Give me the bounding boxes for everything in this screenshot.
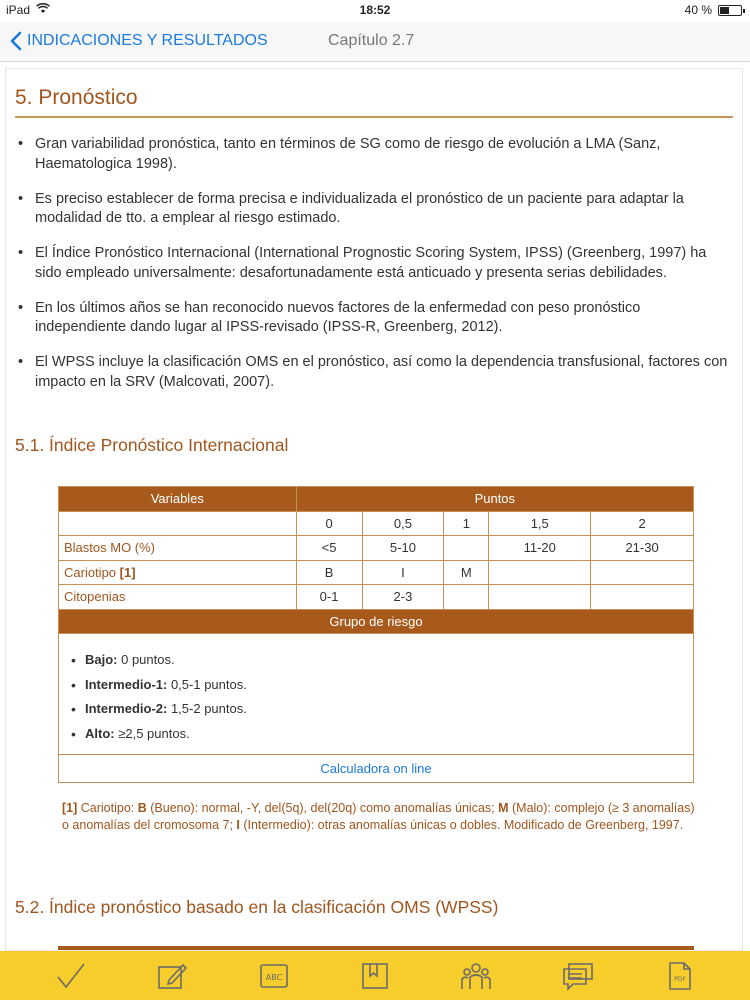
checkmark-button[interactable] [49, 956, 93, 996]
risk-groups-row [59, 634, 694, 755]
row-label-text: Blastos MO (%) [64, 540, 156, 556]
chevron-left-icon [10, 31, 22, 51]
pdf-label: PDF [674, 975, 687, 983]
device-name: iPad [6, 3, 31, 17]
table-cell: B [296, 560, 362, 585]
point-value: 1,5 [489, 511, 591, 536]
abc-label: ABC [265, 972, 282, 982]
pdf-icon [663, 961, 695, 991]
battery-percent: 40 % [684, 3, 712, 17]
risk-value: 1,5-2 puntos. [167, 701, 247, 716]
point-value: 1 [444, 511, 489, 536]
empty-cell [59, 511, 297, 536]
content-area[interactable] [5, 68, 743, 951]
checkmark-icon [55, 961, 87, 991]
table-row [59, 560, 694, 585]
table-header-row [59, 487, 694, 512]
comments-button[interactable] [556, 956, 600, 996]
footnote-bold: M [498, 801, 509, 815]
row-label [59, 560, 297, 585]
status-right [685, 3, 742, 17]
header-variables: Variables [59, 487, 297, 512]
table-cell: 21-30 [591, 536, 694, 561]
abc-icon [258, 961, 290, 991]
back-label: INDICACIONES Y RESULTADOS [27, 32, 268, 49]
risk-item [67, 648, 685, 673]
table-cell: <5 [296, 536, 362, 561]
battery-fill [720, 7, 729, 14]
navigation-bar [0, 22, 750, 62]
risk-value: 0,5-1 puntos. [167, 676, 247, 692]
table-cell [444, 585, 489, 610]
risk-header-row [59, 609, 694, 634]
risk-value: 0 puntos. [117, 652, 175, 667]
back-button[interactable] [10, 31, 268, 51]
bullet-item: • Es preciso establecer de forma precisa e individualizada el pronóstico de un paciente para adaptar la modalidad de tto. a emplear al riesgo estimado. [16, 190, 731, 229]
risk-name: Intermedio-2: [85, 701, 168, 716]
table-cell [591, 560, 694, 585]
bookmark-button[interactable] [353, 956, 397, 996]
risk-item [67, 697, 685, 722]
battery-icon [718, 5, 742, 16]
calculator-row [59, 755, 694, 783]
row-label [59, 536, 297, 561]
points-row [59, 511, 694, 536]
footnote-marker: [1] [62, 801, 78, 815]
row-label-text: Cariotipo [64, 564, 120, 580]
table-cell: 5-10 [362, 536, 444, 561]
table-row [59, 585, 694, 610]
footnote-text: (Malo): complejo (≥ 3 anomalías) o anomalías del cromosoma 7; [62, 801, 695, 832]
footnote-bold: B [137, 801, 147, 815]
pdf-button[interactable] [657, 956, 701, 996]
bottom-toolbar [0, 951, 750, 1000]
risk-list [67, 648, 685, 746]
bullet-item: • El Índice Pronóstico Internacional (International Prognostic Scoring System, IPSS) (Greenberg, 1997) ha sido empleado universalmente: desafortunadamente está anticuado y presenta serias debilidades. [16, 244, 731, 283]
table-cell [591, 585, 694, 610]
table-row [59, 536, 694, 561]
risk-item [67, 673, 685, 698]
abc-button[interactable] [252, 956, 296, 996]
point-value: 0 [296, 511, 362, 536]
status-bar [0, 0, 750, 22]
footnote-text: (Bueno): normal, -Y, del(5q), del(20q) como anomalías únicas; [146, 801, 499, 815]
point-value: 2 [591, 511, 694, 536]
section-title: 5. Pronóstico [15, 86, 138, 109]
risk-groups-cell [59, 634, 694, 755]
group-button[interactable] [454, 956, 498, 996]
bullet-item: • El WPSS incluye la clasificación OMS en el pronóstico, así como la dependencia transfusional, factores con impacto en la SRV (Malcovati, 2007). [16, 353, 731, 392]
group-icon [460, 961, 492, 991]
table-cell [489, 585, 591, 610]
table-cell: 0-1 [296, 585, 362, 610]
comments-icon [561, 961, 595, 991]
section-divider [15, 116, 733, 118]
calculator-link[interactable]: Calculadora on line [59, 755, 694, 783]
risk-header: Grupo de riesgo [59, 609, 694, 634]
point-value: 0,5 [362, 511, 444, 536]
footnote-text: Cariotipo: [77, 801, 138, 815]
subsection-title-ipss: 5.1. Índice Pronóstico Internacional [15, 435, 289, 455]
bookmark-book-icon [359, 961, 391, 991]
bullet-item: • En los últimos años se han reconocido nuevos factores de la enfermedad con peso pronóstico independiente dando lugar al IPSS-revisado (IPSS-R, Greenberg, 2012). [16, 299, 731, 338]
header-points: Puntos [296, 487, 693, 512]
table-cell: 11-20 [489, 536, 591, 561]
table-cell: 2-3 [362, 585, 444, 610]
row-label-text: Citopenias [64, 589, 126, 605]
table-cell [444, 536, 489, 561]
ipss-table [58, 486, 694, 783]
table-cell [489, 560, 591, 585]
row-label [59, 585, 297, 610]
footnote-text: (Intermedio): otras anomalías únicas o dobles. Modificado de Greenberg, 1997. [239, 818, 684, 832]
risk-name: Intermedio-1: [85, 676, 168, 692]
bullet-item: • Gran variabilidad pronóstica, tanto en términos de SG como de riesgo de evolución a LMA (Sanz, Haematologica 1998). [16, 135, 731, 174]
footnote [62, 800, 702, 834]
subsection-title-wpss: 5.2. Índice pronóstico basado en la clasificación OMS (WPSS) [15, 897, 499, 917]
risk-name: Bajo: [85, 652, 118, 667]
table-cell: M [444, 560, 489, 585]
risk-value: ≥2,5 puntos. [114, 725, 190, 741]
risk-item [67, 722, 685, 747]
footnote-bold: I [236, 818, 240, 832]
bullet-list [16, 135, 731, 408]
table-cell: I [362, 560, 444, 585]
footnote-ref[interactable]: [1] [119, 564, 136, 580]
nav-title: Capítulo 2.7 [328, 32, 415, 49]
edit-note-button[interactable] [150, 956, 194, 996]
edit-note-icon [156, 961, 188, 991]
status-time: 18:52 [359, 3, 391, 17]
risk-name: Alto: [85, 725, 115, 741]
